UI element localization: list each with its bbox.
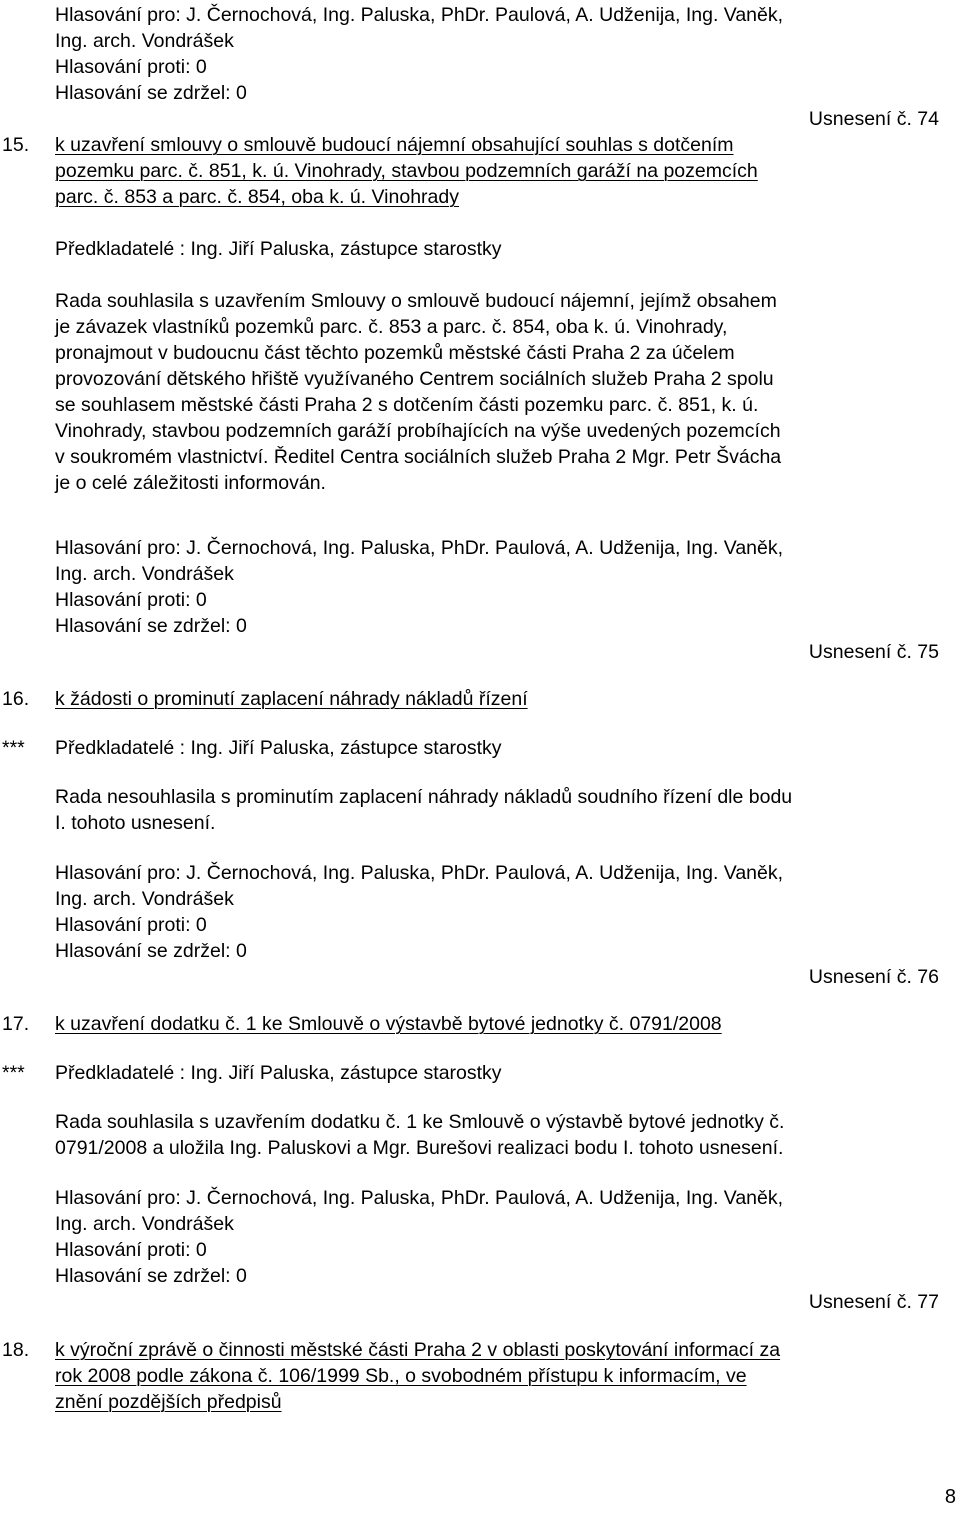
item-15-text-line8: je o celé záležitosti informován. bbox=[55, 472, 326, 494]
usneseni-75: Usnesení č. 75 bbox=[808, 641, 939, 663]
page-number: 8 bbox=[944, 1486, 956, 1508]
item-18-number: 18. bbox=[2, 1339, 30, 1361]
item-16-vote-proti: Hlasování proti: 0 bbox=[55, 914, 207, 936]
item-15-text-line3: pronajmout v budoucnu část těchto pozemků městské části Praha 2 za účelem bbox=[55, 342, 735, 364]
top-vote-zdrzel: Hlasování se zdržel: 0 bbox=[55, 82, 247, 104]
item-15-predkladatele: Předkladatelé : Ing. Jiří Paluska, zástupce starostky bbox=[55, 238, 502, 260]
item-15-number: 15. bbox=[2, 134, 30, 156]
item-16-vote-pro-line1: Hlasování pro: J. Černochová, Ing. Paluska, PhDr. Paulová, A. Udženija, Ing. Vaněk, bbox=[55, 862, 784, 884]
item-15-text-line7: v soukromém vlastnictví. Ředitel Centra sociálních služeb Praha 2 Mgr. Petr Švácha bbox=[55, 446, 782, 468]
item-18-title-line2: rok 2008 podle zákona č. 106/1999 Sb., o svobodném přístupu k informacím, ve bbox=[55, 1365, 747, 1387]
item-17-vote-pro-line1: Hlasování pro: J. Černochová, Ing. Paluska, PhDr. Paulová, A. Udženija, Ing. Vaněk, bbox=[55, 1187, 784, 1209]
item-15-text-line4: provozování dětského hřiště využívaného Centrem sociálních služeb Praha 2 spolu bbox=[55, 368, 774, 390]
item-18-title-line1: k výroční zprávě o činnosti městské části Praha 2 v oblasti poskytování informací za bbox=[55, 1339, 781, 1361]
item-16-text-line1: Rada nesouhlasila s prominutím zaplacení náhrady nákladů soudního řízení dle bodu bbox=[55, 786, 793, 808]
item-15-text-line2: je závazek vlastníků pozemků parc. č. 853 a parc. č. 854, oba k. ú. Vinohrady, bbox=[55, 316, 728, 338]
top-vote-proti: Hlasování proti: 0 bbox=[55, 56, 207, 78]
item-16-text-line2: I. tohoto usnesení. bbox=[55, 812, 216, 834]
item-17-marker: *** bbox=[2, 1062, 25, 1084]
item-17-vote-proti: Hlasování proti: 0 bbox=[55, 1239, 207, 1261]
item-18-title-line3: znění pozdějších předpisů bbox=[55, 1391, 282, 1413]
item-17-number: 17. bbox=[2, 1013, 30, 1035]
item-15-text-line6: Vinohrady, stavbou podzemních garáží probíhajících na výše uvedených pozemcích bbox=[55, 420, 781, 442]
item-15-text-line1: Rada souhlasila s uzavřením Smlouvy o smlouvě budoucí nájemní, jejímž obsahem bbox=[55, 290, 777, 312]
item-16-predkladatele: Předkladatelé : Ing. Jiří Paluska, zástupce starostky bbox=[55, 737, 502, 759]
item-17-predkladatele: Předkladatelé : Ing. Jiří Paluska, zástupce starostky bbox=[55, 1062, 502, 1084]
item-15-vote-zdrzel: Hlasování se zdržel: 0 bbox=[55, 615, 247, 637]
item-15-title-line1: k uzavření smlouvy o smlouvě budoucí nájemní obsahující souhlas s dotčením bbox=[55, 134, 734, 156]
top-vote-pro-line1: Hlasování pro: J. Černochová, Ing. Paluska, PhDr. Paulová, A. Udženija, Ing. Vaněk, bbox=[55, 4, 784, 26]
item-17-vote-pro-line2: Ing. arch. Vondrášek bbox=[55, 1213, 234, 1235]
item-15-vote-proti: Hlasování proti: 0 bbox=[55, 589, 207, 611]
item-15-text-line5: se souhlasem městské části Praha 2 s dotčením části pozemku parc. č. 851, k. ú. bbox=[55, 394, 759, 416]
item-15-vote-pro-line2: Ing. arch. Vondrášek bbox=[55, 563, 234, 585]
usneseni-74: Usnesení č. 74 bbox=[808, 108, 939, 130]
top-vote-pro-line2: Ing. arch. Vondrášek bbox=[55, 30, 234, 52]
item-17-text-line1: Rada souhlasila s uzavřením dodatku č. 1 ke Smlouvě o výstavbě bytové jednotky č. bbox=[55, 1111, 785, 1133]
item-17-vote-zdrzel: Hlasování se zdržel: 0 bbox=[55, 1265, 247, 1287]
item-15-title-line3: parc. č. 853 a parc. č. 854, oba k. ú. Vinohrady bbox=[55, 186, 459, 208]
usneseni-77: Usnesení č. 77 bbox=[808, 1291, 939, 1313]
item-16-vote-zdrzel: Hlasování se zdržel: 0 bbox=[55, 940, 247, 962]
item-16-marker: *** bbox=[2, 737, 25, 759]
item-17-title: k uzavření dodatku č. 1 ke Smlouvě o výstavbě bytové jednotky č. 0791/2008 bbox=[55, 1013, 722, 1035]
item-16-number: 16. bbox=[2, 688, 30, 710]
item-17-text-line2: 0791/2008 a uložila Ing. Paluskovi a Mgr. Burešovi realizaci bodu I. tohoto usnesení. bbox=[55, 1137, 784, 1159]
item-16-title: k žádosti o prominutí zaplacení náhrady nákladů řízení bbox=[55, 688, 528, 710]
item-16-vote-pro-line2: Ing. arch. Vondrášek bbox=[55, 888, 234, 910]
item-15-title-line2: pozemku parc. č. 851, k. ú. Vinohrady, stavbou podzemních garáží na pozemcích bbox=[55, 160, 758, 182]
usneseni-76: Usnesení č. 76 bbox=[808, 966, 939, 988]
item-15-vote-pro-line1: Hlasování pro: J. Černochová, Ing. Paluska, PhDr. Paulová, A. Udženija, Ing. Vaněk, bbox=[55, 537, 784, 559]
